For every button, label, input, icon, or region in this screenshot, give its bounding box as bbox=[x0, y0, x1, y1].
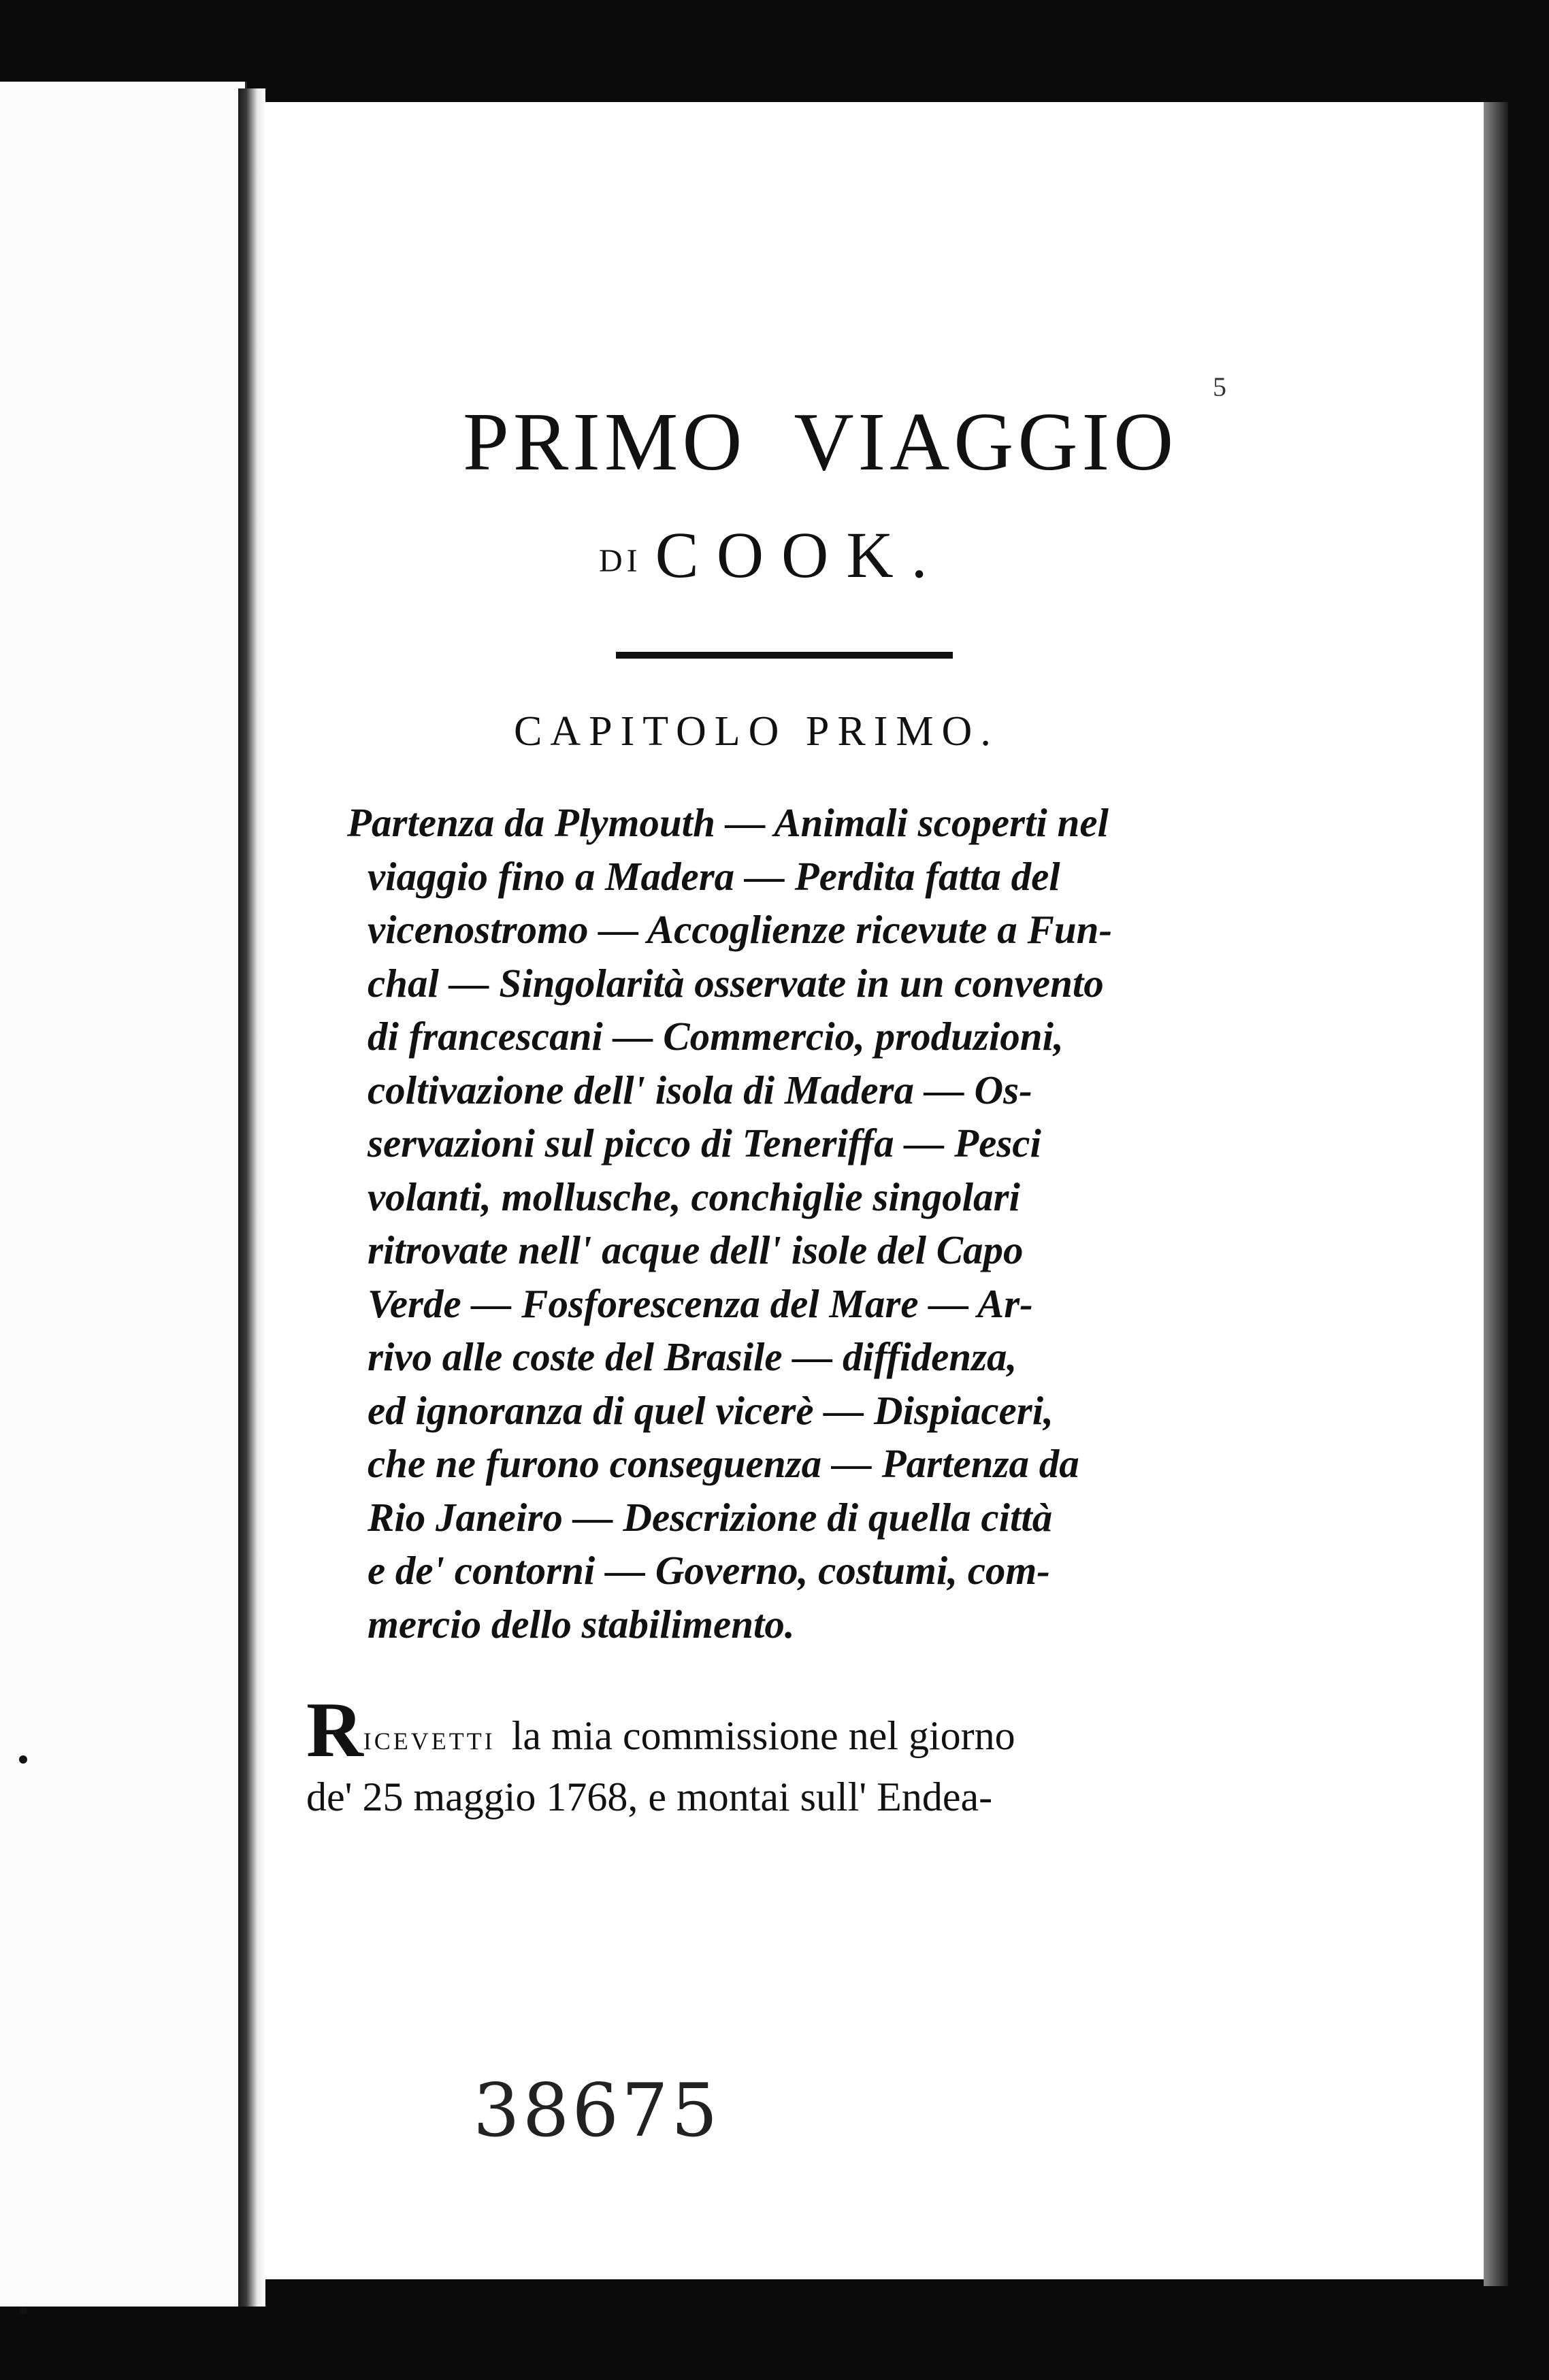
summary-line: ed ignoranza di quel vicerè — Dispiaceri, bbox=[368, 1387, 1054, 1433]
summary-line: viaggio fino a Madera — Perdita fatta del bbox=[368, 853, 1060, 899]
small-caps-word: ICEVETTI bbox=[363, 1728, 495, 1755]
chapter-heading: CAPITOLO PRIMO. bbox=[514, 708, 999, 755]
summary-line: che ne furono conseguenza — Partenza da bbox=[368, 1441, 1079, 1486]
summary-line: vicenostromo — Accoglienze ricevute a Fun- bbox=[368, 907, 1113, 952]
scan-border-right bbox=[1508, 0, 1549, 2380]
title-divider-rule bbox=[616, 652, 953, 659]
page-number: 5 bbox=[1213, 371, 1226, 402]
summary-line: Rio Janeiro — Descrizione di quella città bbox=[368, 1494, 1053, 1540]
title-word-viaggio: VIAGGIO bbox=[794, 396, 1178, 488]
summary-line: coltivazione dell' isola di Madera — Os- bbox=[368, 1067, 1032, 1112]
summary-line: di francescani — Commercio, produzioni, bbox=[368, 1014, 1064, 1059]
summary-line: mercio dello stabilimento. bbox=[368, 1601, 795, 1647]
summary-line: chal — Singolarità osservate in un convento bbox=[368, 960, 1104, 1006]
summary-line: ritrovate nell' acque dell' isole del Capo bbox=[368, 1227, 1024, 1272]
drop-cap: R bbox=[306, 1687, 363, 1774]
book-subtitle bbox=[599, 517, 945, 593]
chapter-summary bbox=[347, 796, 1232, 1651]
summary-line: servazioni sul picco di Teneriffa — Pesci bbox=[368, 1121, 1041, 1166]
summary-line: e de' contorni — Governo, costumi, com- bbox=[368, 1548, 1050, 1593]
subtitle-name: COOK. bbox=[655, 518, 945, 591]
title-word-primo: PRIMO bbox=[463, 396, 747, 488]
body-line-1-text: la mia commissione nel giorno bbox=[511, 1713, 1015, 1758]
summary-line: Partenza da Plymouth — Animali scoperti nel bbox=[347, 800, 1109, 845]
summary-line: volanti, mollusche, conchiglie singolari bbox=[368, 1174, 1020, 1219]
margin-dot bbox=[19, 2307, 27, 2315]
page-right-edge bbox=[1484, 102, 1508, 2286]
body-line-2: de' 25 maggio 1768, e montai sull' Endea- bbox=[306, 1774, 993, 1819]
book-title bbox=[463, 395, 1178, 490]
body-line-1 bbox=[306, 1687, 1211, 1774]
book-gutter-shadow bbox=[238, 88, 265, 2307]
summary-line: rivo alle coste del Brasile — diffidenza, bbox=[368, 1334, 1017, 1379]
body-paragraph bbox=[306, 1687, 1211, 1825]
subtitle-prefix: DI bbox=[599, 543, 642, 579]
summary-line: Verde — Fosforescenza del Mare — Ar- bbox=[368, 1280, 1033, 1326]
facing-page-edge bbox=[0, 82, 247, 2307]
library-stamp-number: 38675 bbox=[473, 2068, 721, 2153]
margin-dot bbox=[19, 1755, 27, 1764]
